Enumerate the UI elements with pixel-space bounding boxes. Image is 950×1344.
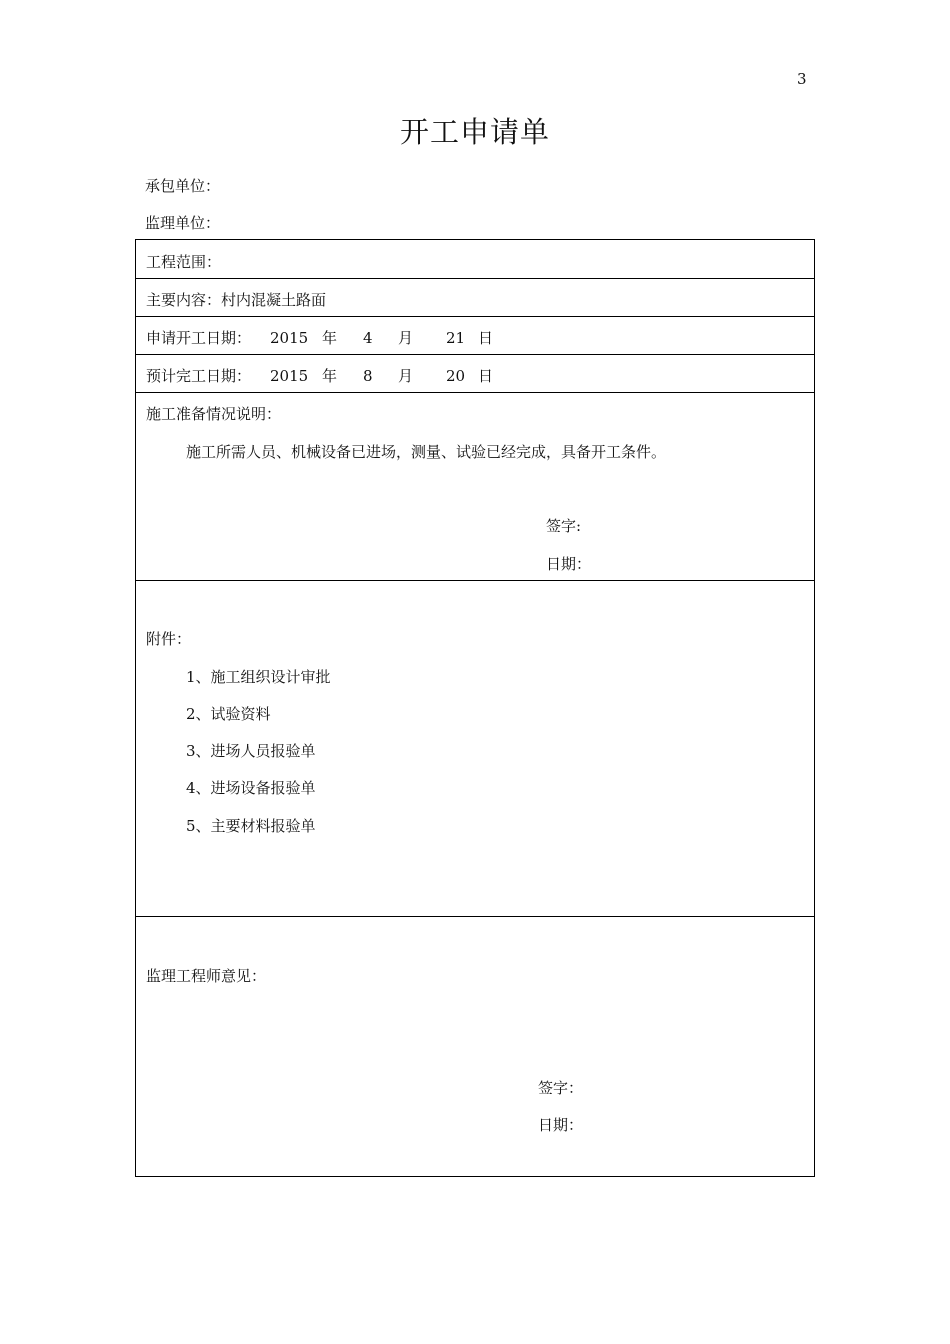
- content-label: 主要内容：村内混凝土路面: [146, 291, 327, 309]
- start-year: 2015: [270, 329, 309, 347]
- scope-label: 工程范围：: [146, 253, 222, 271]
- end-month: 8: [363, 367, 373, 385]
- row-divider: [136, 580, 814, 581]
- supervisor-opinion-label: 监理工程师意见：: [146, 967, 267, 985]
- end-date-label: 预计完工日期：: [146, 367, 252, 385]
- row-divider: [136, 316, 814, 317]
- end-day: 20: [446, 367, 466, 385]
- row-divider: [136, 916, 814, 917]
- contractor-label: 承包单位：: [145, 177, 221, 195]
- start-day: 21: [446, 329, 466, 347]
- start-day-unit: 日: [478, 329, 494, 347]
- end-date-row: [146, 365, 493, 386]
- page-number: 3: [797, 70, 807, 88]
- row-divider: [136, 278, 814, 279]
- attachments-label: 附件：: [146, 630, 192, 648]
- row-divider: [136, 354, 814, 355]
- attachment-item: 1、施工组织设计审批: [186, 668, 331, 686]
- end-year: 2015: [270, 367, 309, 385]
- row-divider: [136, 392, 814, 393]
- end-day-unit: 日: [478, 367, 494, 385]
- preparation-sign-label: 签字:: [546, 517, 582, 535]
- supervisor-unit-label: 监理单位：: [145, 214, 221, 232]
- preparation-body: 施工所需人员、机械设备已进场，测量、试验已经完成，具备开工条件。: [186, 443, 667, 461]
- page-title: 开工申请单: [399, 115, 550, 149]
- supervisor-sign-label: 签字：: [538, 1079, 584, 1097]
- attachment-item: 3、进场人员报验单: [186, 742, 316, 760]
- preparation-date-label: 日期：: [546, 555, 592, 573]
- supervisor-date-label: 日期：: [538, 1116, 584, 1134]
- attachment-item: 5、主要材料报验单: [186, 817, 316, 835]
- start-date-label: 申请开工日期：: [146, 329, 252, 347]
- start-month: 4: [363, 329, 373, 347]
- application-form-table: [135, 239, 815, 1177]
- end-year-unit: 年: [322, 367, 338, 385]
- end-month-unit: 月: [398, 367, 414, 385]
- start-date-row: [146, 327, 493, 348]
- start-year-unit: 年: [322, 329, 338, 347]
- attachment-item: 2、试验资料: [186, 705, 271, 723]
- start-month-unit: 月: [398, 329, 414, 347]
- attachment-item: 4、进场设备报验单: [186, 779, 316, 797]
- preparation-label: 施工准备情况说明：: [146, 405, 282, 423]
